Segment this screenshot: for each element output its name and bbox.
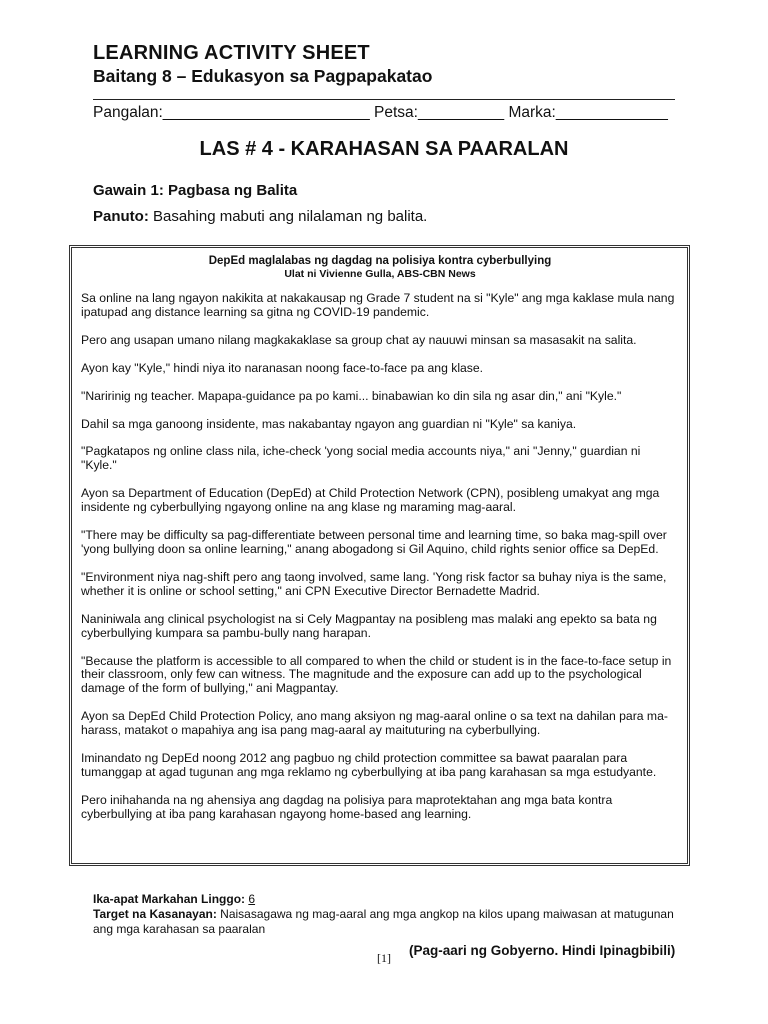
sheet-title: LEARNING ACTIVITY SHEET [93,42,370,64]
article-paragraph: Naniniwala ang clinical psychologist na si Cely Magpantay na posibleng mas malaki ang epekto sa bata ng cyberbullying kumpara sa pambu-bully nang harapan. [81,611,657,640]
article-paragraph: "Pagkatapos ng online class nila, iche-check 'yong social media accounts niya," ani "Jenny," guardian ni "Kyle." [81,444,641,473]
article-byline: Ulat ni Vivienne Gulla, ABS-CBN News [284,268,476,280]
news-article-box [69,245,690,866]
sheet-subtitle: Baitang 8 – Edukasyon sa Pagpapakatao [93,66,433,86]
article-paragraph: "There may be difficulty sa pag-differentiate between personal time and learning time, so baka mag-spill over 'yong bullying doon sa online learning," anang abogadong si Gil Aquino, child rights senior office sa DepEd. [81,528,667,556]
article-paragraph: "Naririnig ng teacher. Mapapa-guidance pa po kami... binabawian ko din sila ng asar din," ani "Kyle." [81,388,622,403]
target-label: Target na Kasanayan: [93,907,217,921]
las-title: LAS # 4 - KARAHASAN SA PAARALAN [199,138,569,160]
instructions [93,208,427,225]
target-text: Naisasagawa ng mag-aaral ang mga angkop na kilos upang maiwasan at matugunan ang mga karahasan sa paaralan [93,907,674,936]
target-competency [93,907,683,936]
divider-line [93,99,675,100]
article-paragraph: Sa online na lang ngayon nakikita at nakakausap ng Grade 7 student na si "Kyle" ang mga kaklase mula nang ipatupad ang distance learning sa gitna ng COVID-19 pandemic. [81,291,675,319]
instructions-label: Panuto: [93,208,149,225]
article-paragraph: Ayon sa Department of Education (DepEd) at Child Protection Network (CPN), posibleng umakyat ang mga insidente ng cyberbullying ngayong online na ang klase ng maraming mag-aaral. [81,486,660,515]
page-number: [1] [377,951,391,965]
quarter-label: Ika-apat Markahan Linggo: [93,892,249,906]
week-number: 6 [248,892,256,906]
article-paragraph: Iminandato ng DepEd noong 2012 ang pagbuo ng child protection committee sa bawat paaralan para tumanggap at agad tugunan ang mga reklamo ng cyberbullying at iba pang karahasan sa mga estudyante. [81,751,657,779]
article-paragraph: Pero inihahanda na ng ahensiya ang dagdag na polisiya para maprotektahan ang mga bata kontra cyberbullying at iba pang karahasan ngayong home-based ang learning. [81,792,613,821]
article-paragraph: Pero ang usapan umano nilang magkakaklase sa group chat ay nauuwi minsan sa masasakit na salita. [81,332,637,347]
instructions-text: Basahing mabuti ang nilalaman ng balita. [148,208,428,225]
article-paragraph: Ayon sa DepEd Child Protection Policy, ano mang aksiyon ng mag-aaral online o sa text na dahilan para ma-harass, matakot o mapahiya ang isa pang mag-aaral ay maituturing na cyberbullying. [81,709,668,738]
article-body [81,292,679,822]
quarter-week [93,892,255,906]
article-paragraph: "Because the platform is accessible to all compared to when the child or student is in the face-to-face setup in their classroom, only few can witness. The magnitude and the exposure can add up to the psychological damage of the form of bullying," ani Magpantay. [81,653,672,696]
student-info-fields: Pangalan:________________________ Petsa:__________ Marka:_____________ [93,104,668,121]
activity-heading: Gawain 1: Pagbasa ng Balita [93,182,298,199]
article-paragraph: "Environment niya nag-shift pero ang taong involved, same lang. 'Yong risk factor sa buhay niya is the same, whether it is online or school setting," ani CPN Executive Director Bernadette Madrid. [81,569,667,598]
ownership-notice: (Pag-aari ng Gobyerno. Hindi Ipinagbibili) [409,943,676,958]
article-paragraph: Ayon kay "Kyle," hindi niya ito naranasan noong face-to-face pa ang klase. [81,360,484,375]
article-headline: DepEd maglalabas ng dagdag na polisiya kontra cyberbullying [208,255,552,267]
article-paragraph: Dahil sa mga ganoong insidente, mas nakabantay ngayon ang guardian ni "Kyle" sa kaniya. [81,416,577,431]
